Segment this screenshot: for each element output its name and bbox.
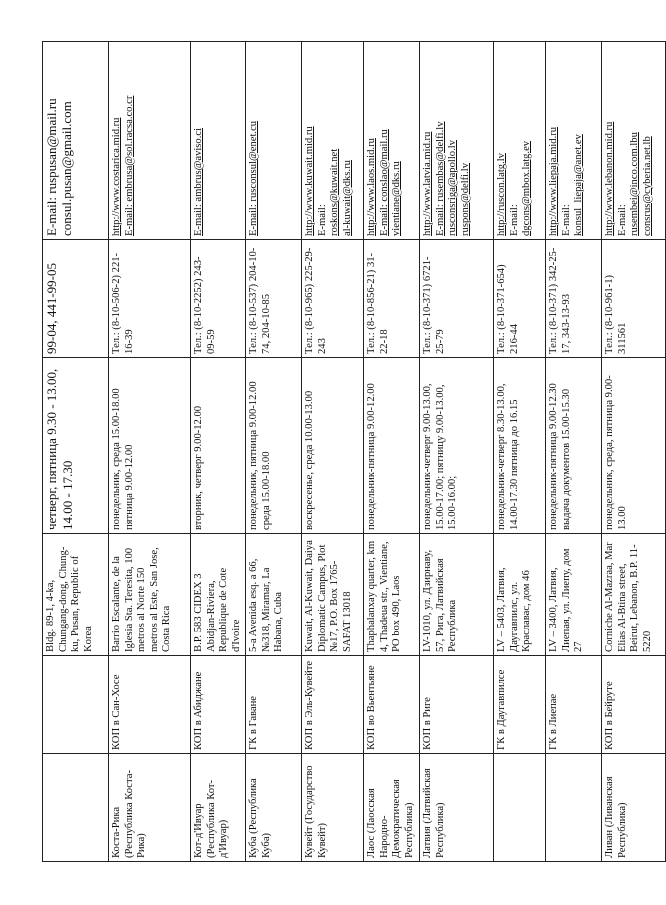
phone-cell: [602, 240, 666, 358]
contacts-cell: [109, 42, 191, 240]
email-link[interactable]: E-mail: conslao@mail.ru: [378, 129, 390, 236]
table-row: [546, 42, 602, 862]
email-link[interactable]: dgcons@mbox.latg.ev: [521, 140, 532, 236]
mission-cell: [109, 656, 191, 754]
website-link[interactable]: http://www.laos.mid.ru: [366, 138, 377, 236]
country-cell: [420, 754, 494, 862]
mission-text: ГК в Гаване: [248, 696, 259, 750]
phone-cell: [546, 240, 602, 358]
phone-cell: [494, 240, 546, 358]
country-text: Латвия (Латвийская Республика): [422, 768, 446, 858]
mission-cell: [43, 656, 109, 754]
email-link[interactable]: konsul_liepaja@anet.ev: [573, 134, 584, 236]
website-link[interactable]: http://www.kuwait.mid.ru: [304, 126, 315, 236]
hours-text: четверг, пятница 9.30 - 13.00, 14.00 - 17.30: [44, 368, 75, 530]
hours-cell: [420, 358, 494, 534]
address-cell: [420, 534, 494, 656]
email-link[interactable]: E-mail: rusembas@delfi.lv: [434, 121, 446, 236]
country-cell: [546, 754, 602, 862]
phone-cell: [420, 240, 494, 358]
mission-cell: [546, 656, 602, 754]
phone-text: 99-04, 441-99-05: [44, 263, 59, 354]
email-label: E-mail:: [560, 204, 572, 236]
table-row: [420, 42, 494, 862]
contacts-cell: [43, 42, 109, 240]
phone-text: Тел.: (8-10-371-654) 216-44: [496, 264, 520, 354]
email-label: E-mail:: [316, 204, 328, 236]
address-text: 5-a Avenida esq. a 66, №318, Miramar, La Habana, Cuba: [248, 558, 284, 652]
table-row: [602, 42, 666, 862]
address-cell: [546, 534, 602, 656]
mission-text: КОП в Риге: [422, 697, 433, 750]
address-text: Thaphalanxay quarter, km 4, Thadeua str., Vientiane, PO box 490, Laos: [366, 540, 402, 652]
phone-text: Тел.: (8-10-965) 225-29-243: [304, 247, 328, 354]
table-row: [246, 42, 302, 862]
contacts-cell: [602, 42, 666, 240]
mission-text: ГК в Лиепае: [548, 693, 559, 750]
hours-cell: [246, 358, 302, 534]
email-link[interactable]: E-mail: ambrus@aviso.ci: [193, 127, 204, 236]
email-link[interactable]: E-mail: rusconsul@enet.cu: [248, 120, 259, 236]
address-text: Kuwait, Al-Kuwait, Daiya Diplomatic Campus, Plot №17, P.O. Box 1765- SAFAT 13018: [304, 540, 353, 652]
hours-text: понедельник, пятница 9.00-12.00 среда 15.00-18.00: [248, 381, 272, 530]
country-text: Лаос (Лаосская Народно-Демократическая Республика): [366, 779, 415, 858]
address-text: Bldg. 89-1, 4-ka, Chungang-dong, Chung-ku, Pusan, Republic of Korea: [45, 546, 94, 652]
contacts-cell: [302, 42, 364, 240]
contacts-cell: [364, 42, 420, 240]
hours-text: вторник, четверг 9.00-12.00: [193, 405, 204, 530]
address-cell: [109, 534, 191, 656]
address-cell: [602, 534, 666, 656]
country-cell: [602, 754, 666, 862]
hours-text: понедельник, среда 15.00-18.00 пятница 9.00-12.00: [111, 388, 135, 530]
email-link[interactable]: consul.pusan@gmail.com: [58, 101, 74, 236]
phone-text: Тел.: (8-10-856-21) 31-22-18: [366, 252, 390, 354]
address-cell: [364, 534, 420, 656]
email-link[interactable]: E-mail: ruspusan@mail.ru: [44, 98, 59, 236]
hours-text: понедельник-четверг 9.00-13.00, 15.00-17.00; пятницу 9.00-13.00, 15.00-16.00;: [422, 383, 458, 530]
address-cell: [43, 534, 109, 656]
website-link[interactable]: http://www.latvia.mid.ru: [422, 131, 433, 236]
address-text: Corniche Al-Mazraa, Mar Elias Al-Btina street, Beirut, Lebanon, B.P. 11-5220: [604, 542, 653, 652]
phone-text: Тел.: (8-10-2252) 243-09-59: [193, 256, 217, 354]
mission-cell: [602, 656, 666, 754]
mission-cell: [302, 656, 364, 754]
rotated-table-wrapper: [42, 42, 653, 862]
mission-text: КОП во Вьентьяне: [366, 665, 377, 750]
contacts-cell: [420, 42, 494, 240]
address-cell: [494, 534, 546, 656]
mission-text: КОП в Бейруте: [604, 681, 615, 750]
phone-text: Тел.: (8-10-371) 6721-25-79: [422, 256, 446, 354]
hours-cell: [494, 358, 546, 534]
mission-text: ГК в Даугавпилсе: [496, 669, 507, 750]
mission-cell: [246, 656, 302, 754]
address-text: Barrio Escalante, de la Iglesia Sta. Teresita, 100 metros al Norte 150 metros al Este, San Jose, Costa Rica: [111, 547, 172, 652]
email-link[interactable]: E-mail: embrusa@sol.racsa.co.cr: [123, 95, 135, 236]
mission-cell: [494, 656, 546, 754]
address-text: B.P. 583 CIDEX 3 Abidjan-Riviera, Republique de Cote d'Ivoire: [193, 567, 242, 652]
mission-text: КОП в Эль-Кувейте: [304, 660, 315, 750]
address-cell: [302, 534, 364, 656]
country-text: Кувейт (Государство Кувейт): [304, 765, 328, 858]
phone-cell: [43, 240, 109, 358]
consular-table: [42, 41, 666, 862]
address-cell: [191, 534, 246, 656]
hours-cell: [43, 358, 109, 534]
address-cell: [246, 534, 302, 656]
hours-text: воскресенье, среда 10.00-13.00: [304, 390, 315, 530]
phone-cell: [246, 240, 302, 358]
phone-text: Тел.: (8-10-371) 342-25-17, 343-13-93: [548, 247, 572, 354]
email-label: E-mail:: [508, 204, 520, 236]
hours-cell: [602, 358, 666, 534]
table-row: [191, 42, 246, 862]
email-link[interactable]: roskons@kuwait.net: [329, 148, 340, 236]
hours-cell: [109, 358, 191, 534]
email-link[interactable]: consrus@cyberia.net.lb: [641, 136, 653, 236]
country-text: Ливан (Ливанская Республика): [604, 776, 628, 858]
country-cell: [364, 754, 420, 862]
hours-text: понедельник, среда, пятница 9.00-13.00: [604, 375, 628, 530]
mission-cell: [191, 656, 246, 754]
country-text: Куба (Республика Куба): [248, 778, 272, 858]
phone-cell: [364, 240, 420, 358]
contacts-cell: [246, 42, 302, 240]
email-link[interactable]: al-kuwait@dks.ru: [341, 160, 353, 236]
country-cell: [246, 754, 302, 862]
table-row: [302, 42, 364, 862]
phone-cell: [191, 240, 246, 358]
hours-cell: [364, 358, 420, 534]
website-link[interactable]: http://www.liepaja.mid.ru: [548, 126, 559, 236]
hours-cell: [546, 358, 602, 534]
website-link[interactable]: http://www.lebanon.mid.ru: [604, 121, 615, 236]
country-text: Кот-д'Ивуар (Республика Кот-д'Ивуар): [193, 779, 229, 858]
contacts-cell: [494, 42, 546, 240]
contacts-cell: [546, 42, 602, 240]
phone-text: Тел.: (8-10-961-1) 311561: [604, 274, 628, 354]
phone-cell: [109, 240, 191, 358]
hours-text: понедельник-пятница 9.00-12.30 выдача документов 15.00-15.30: [548, 383, 572, 530]
table-row: [494, 42, 546, 862]
hours-text: понедельник-пятница 9.00-12.00: [366, 383, 377, 530]
phone-cell: [302, 240, 364, 358]
email-link[interactable]: vientiane@dks.ru: [391, 161, 402, 236]
mission-cell: [420, 656, 494, 754]
address-text: LV-1010, ул. Дзирнаву, 57, Рига, Латвийская Республика: [422, 549, 458, 652]
hours-text: понедельник-четверг 8.30-13.00, 14.00-17.30 пятница до 16.15: [496, 383, 520, 530]
table-row: [109, 42, 191, 862]
country-cell: [302, 754, 364, 862]
email-label: E-mail:: [616, 204, 628, 236]
mission-text: КОП в Абиджане: [193, 671, 204, 750]
country-cell: [109, 754, 191, 862]
country-cell: [191, 754, 246, 862]
hours-cell: [191, 358, 246, 534]
hours-cell: [302, 358, 364, 534]
address-text: LV – 5403, Латвия, Даугавпилс, ул. Краславас, дом 46: [496, 567, 532, 652]
website-link[interactable]: http://www.costarica.mid.ru: [111, 117, 122, 236]
phone-text: Тел.: (8-10-506-2) 221-16-39: [111, 252, 135, 354]
email-link[interactable]: rusconsriga@apollo.lv: [447, 140, 458, 236]
mission-cell: [364, 656, 420, 754]
mission-text: КОП в Сан-Хосе: [111, 674, 122, 750]
contacts-cell: [191, 42, 246, 240]
country-cell: [494, 754, 546, 862]
table-row: [364, 42, 420, 862]
address-text: LV – 3400, Латвия, Лиепая, ул. Лиепу, дом 27: [548, 548, 584, 652]
email-link[interactable]: rusembei@inco.com.lbu: [629, 132, 640, 236]
country-cell: [43, 754, 109, 862]
phone-text: Тел.: (8-10-537) 204-10-74, 204-10-85: [248, 247, 272, 354]
website-link[interactable]: http://ruscon.latg.lv: [496, 153, 507, 236]
email-link[interactable]: ruspons@delfi.lv: [459, 162, 471, 236]
country-text: Коста-Рика (Республика Коста-Рика): [111, 770, 147, 858]
table-row: [43, 42, 109, 862]
